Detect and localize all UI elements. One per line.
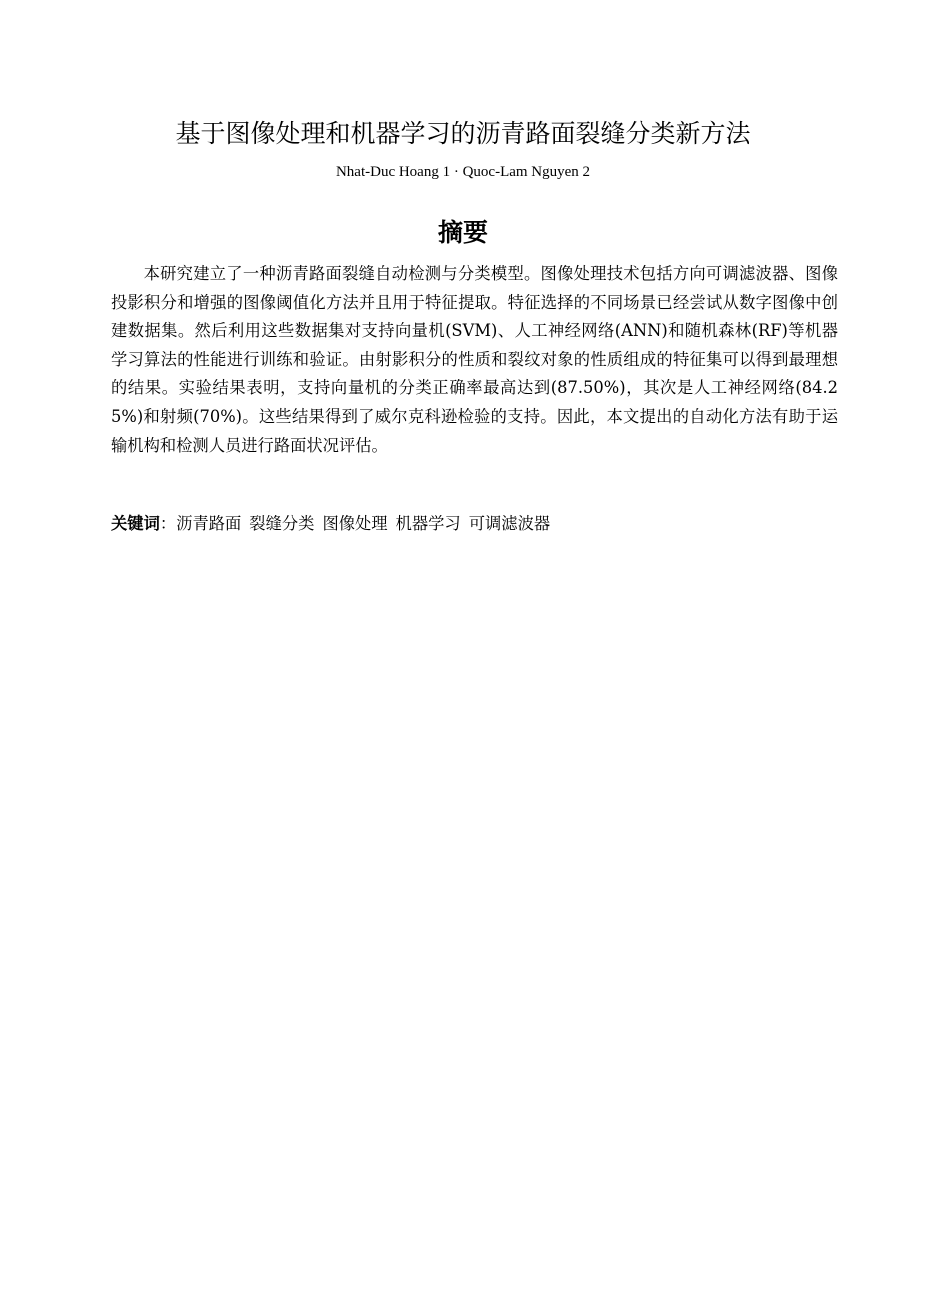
paper-title: 基于图像处理和机器学习的沥青路面裂缝分类新方法 [175, 119, 751, 148]
keyword-item: 裂缝分类 [249, 514, 315, 533]
keywords-line [111, 510, 838, 538]
abstract-heading: 摘要 [437, 218, 488, 247]
keyword-item: 机器学习 [395, 514, 461, 533]
keywords-label: 关键词 [111, 514, 160, 533]
keyword-item: 沥青路面 [176, 514, 242, 533]
keyword-item: 可调滤波器 [468, 514, 551, 533]
author-line: Nhat-Duc Hoang 1 · Quoc-Lam Nguyen 2 [335, 164, 591, 180]
keywords-separator: ： [159, 514, 177, 533]
keyword-item: 图像处理 [322, 514, 388, 533]
abstract-body: 本研究建立了一种沥青路面裂缝自动检测与分类模型。图像处理技术包括方向可调滤波器、图像投影积分和增强的图像阈值化方法并且用于特征提取。特征选择的不同场景已经尝试从数字图像中创建数据集。然后利用这些数据集对支持向量机(SVM)、人工神经网络(ANN)和随机森林(RF)等机器学习算法的性能进行训练和验证。由射影积分的性质和裂纹对象的性质组成的特征集可以得到最理想的结果。实验结果表明，支持向量机的分类正确率最高达到(87.50%)，其次是人工神经网络(84.25%)和射频(70%)。这些结果得到了威尔克科逊检验的支持。因此，本文提出的自动化方法有助于运输机构和检测人员进行路面状况评估。 [111, 264, 838, 455]
